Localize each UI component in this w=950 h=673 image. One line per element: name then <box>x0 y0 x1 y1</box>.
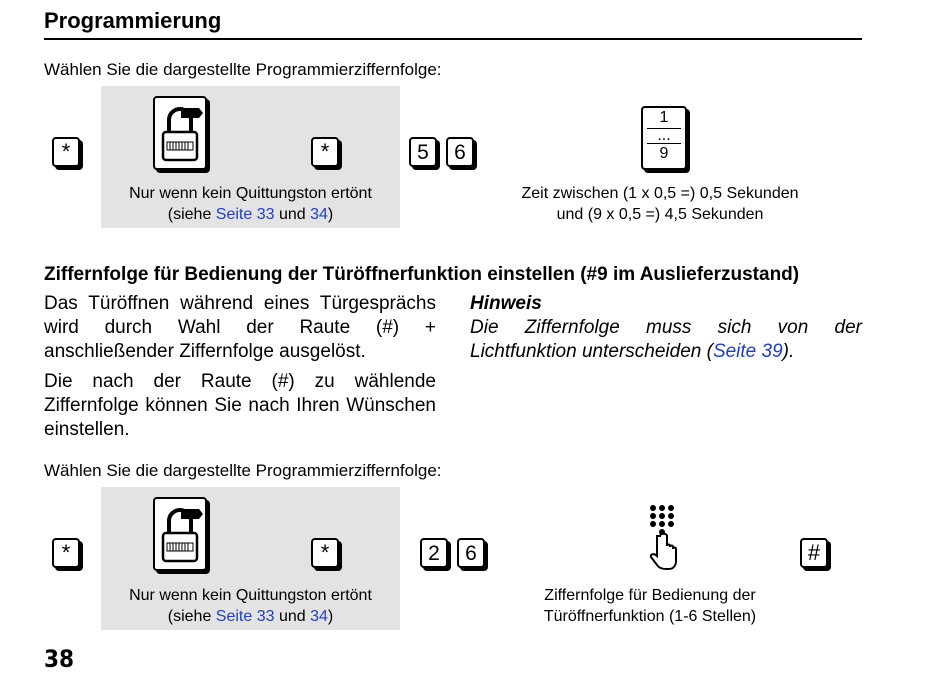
lock-icon <box>153 96 207 170</box>
digit-range-icon <box>641 106 687 170</box>
range-bottom: 9 <box>659 145 669 162</box>
digit-key-5: 5 <box>409 137 437 167</box>
star-key-icon: * <box>52 538 80 568</box>
digit-key-2: 2 <box>420 538 448 568</box>
caption-line: Ziffernfolge für Bedienung der <box>544 587 756 604</box>
hint-text: Die Ziffernfolge muss sich von der Lichtfunktion unterscheiden (Seite 39). <box>470 317 862 362</box>
link-seite-39[interactable]: Seite 39 <box>712 341 783 362</box>
range-mid: ... <box>657 127 671 144</box>
keypad-press-icon <box>645 503 681 578</box>
hash-key-icon: # <box>800 538 828 568</box>
caption-line: und (9 x 0,5 =) 4,5 Sekunden <box>556 206 764 223</box>
quittungston-note <box>101 585 400 627</box>
timing-caption <box>480 183 840 225</box>
link-seite-33[interactable]: Seite 33 <box>215 206 275 223</box>
star-key-icon: * <box>311 538 339 568</box>
note-line: Nur wenn kein Quittungston ertönt <box>129 587 372 604</box>
instruction-text: Wählen Sie die dargestellte Programmierziffernfolge: <box>44 60 442 79</box>
link-seite-34[interactable]: 34 <box>310 206 328 223</box>
digit-key-6: 6 <box>457 538 485 568</box>
hint-title: Hinweis <box>470 293 542 314</box>
page-number: 38 <box>44 645 75 673</box>
paragraph: Das Türöffnen während eines Türgesprächs wird durch Wahl der Raute (#) + anschließender Ziffernfolge ausgelöst. <box>44 293 436 362</box>
digit-sequence-caption <box>480 585 820 627</box>
star-key-icon: * <box>52 137 80 167</box>
section-heading: Ziffernfolge für Bedienung der Türöffnerfunktion einstellen (#9 im Auslieferzustand) <box>44 264 800 285</box>
note-reference: (siehe Seite 33 und 34) <box>167 608 334 625</box>
title-rule <box>44 38 862 40</box>
lock-icon <box>153 497 207 571</box>
quittungston-note <box>101 183 400 225</box>
link-seite-34[interactable]: 34 <box>310 608 328 625</box>
instruction-text: Wählen Sie die dargestellte Programmierziffernfolge: <box>44 461 442 480</box>
page-title: Programmierung <box>44 8 222 33</box>
star-key-icon: * <box>311 137 339 167</box>
caption-line: Türöffnerfunktion (1-6 Stellen) <box>543 608 757 625</box>
link-seite-33[interactable]: Seite 33 <box>215 608 275 625</box>
digit-key-6: 6 <box>446 137 474 167</box>
note-reference: (siehe Seite 33 und 34) <box>167 206 334 223</box>
note-line: Nur wenn kein Quittungston ertönt <box>129 185 372 202</box>
caption-line: Zeit zwischen (1 x 0,5 =) 0,5 Sekunden <box>521 185 799 202</box>
range-top: 1 <box>659 109 669 126</box>
paragraph: Die nach der Raute (#) zu wählende Ziffernfolge können Sie nach Ihren Wünschen einstellen. <box>44 371 436 440</box>
